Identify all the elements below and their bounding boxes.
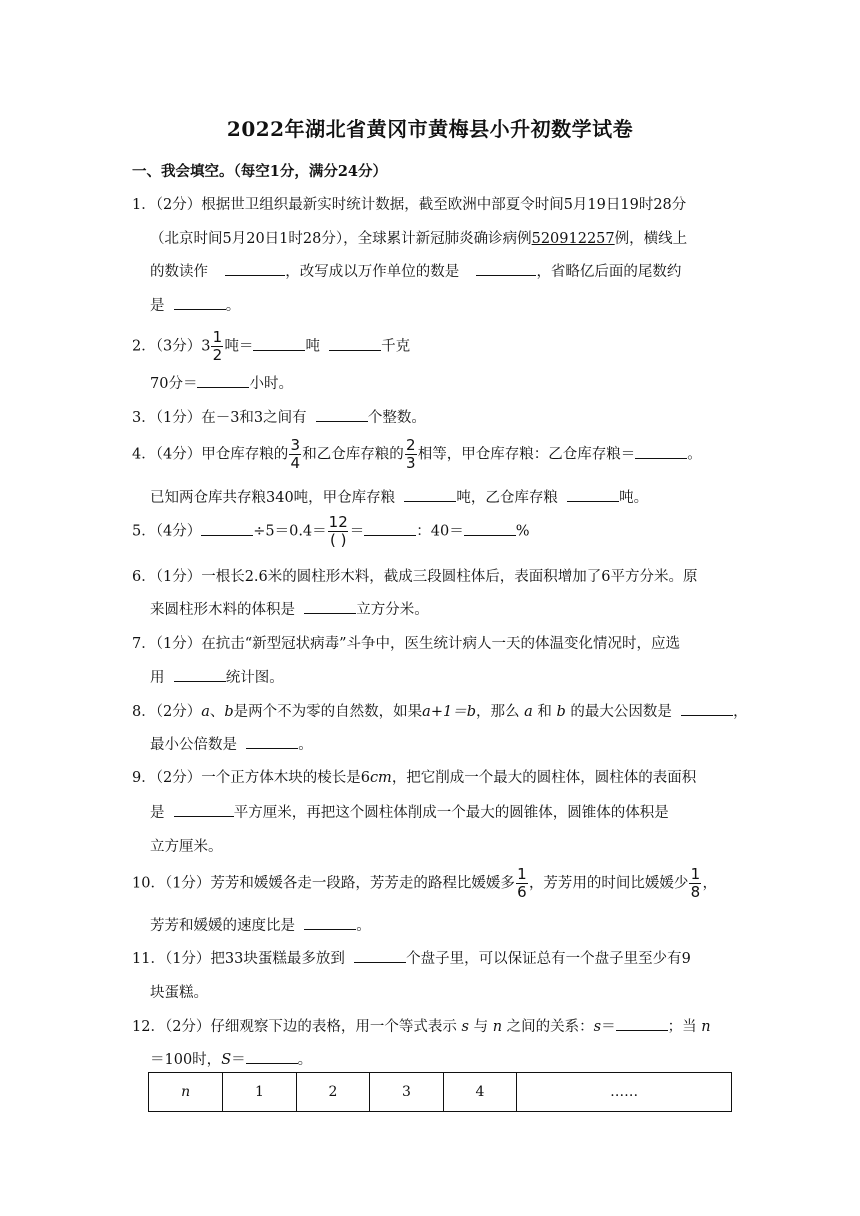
question-5	[132, 515, 529, 548]
q4-frac2-num: 2	[405, 436, 416, 454]
q12-number: 12．	[132, 1019, 165, 1035]
q10-line2	[150, 914, 371, 935]
q5-text-c: ＝	[349, 523, 365, 540]
q9-text-1b: ，把它削成一个最大的圆柱体，圆柱体的表面积	[391, 770, 697, 786]
q10-line1	[132, 867, 717, 900]
table-cell: ……	[517, 1073, 732, 1112]
q8-var-a-2: a	[524, 704, 533, 720]
q8-text-2a: 最小公倍数是	[150, 737, 237, 753]
q2-text-a: （3分）3	[155, 338, 211, 355]
q10-number: 10．	[132, 875, 165, 892]
q7-text-2b: 统计图。	[225, 670, 284, 686]
q11-number: 11．	[132, 951, 165, 967]
table-cell: 4	[443, 1073, 516, 1112]
q5-text-d: ：40＝	[416, 523, 464, 540]
q10-frac2-den: 8	[690, 883, 701, 901]
q9-number: 9．	[132, 770, 156, 786]
q1-underlined-number: 520912257	[531, 231, 615, 247]
q9-line2	[150, 801, 669, 822]
q4-text-2b: 吨，乙仓库存粮	[456, 490, 558, 506]
q8-text-2b: 。	[298, 737, 313, 753]
q1-text-2b: 例，横线上	[614, 231, 688, 247]
q1-blank-2[interactable]	[476, 263, 536, 276]
q8-var-b-2: b	[556, 704, 566, 720]
q2-text-d: 千克	[381, 338, 411, 355]
q1-blank-1[interactable]	[225, 263, 285, 276]
q12-var-n-2: n	[701, 1019, 711, 1035]
q3-text-a: （1分）在－3和3之间有	[155, 410, 307, 426]
q4-number: 4．	[132, 446, 156, 463]
q5-number: 5．	[132, 523, 156, 540]
q12-blank-1[interactable]	[616, 1018, 668, 1031]
q10-text-c: ，	[702, 875, 717, 892]
q12-line2	[150, 1048, 312, 1069]
q7-text: （1分）在抗击“新型冠状病毒”斗争中，医生统计病人一天的体温变化情况时，应选	[155, 636, 681, 652]
q8-text-f: 的最大公因数是	[570, 704, 672, 720]
q12-line1	[132, 1015, 711, 1036]
q5-text-b: ÷5＝0.4＝	[253, 523, 327, 540]
q10-frac2-num: 1	[690, 865, 701, 883]
q2-blank-1[interactable]	[253, 338, 305, 351]
q4-blank-1[interactable]	[635, 446, 687, 459]
q1-text: （2分）根据世卫组织最新实时统计数据，截至欧洲中部夏令时间5月19日19时28分	[155, 197, 687, 213]
q1-text-3c: ，省略亿后面的尾数约	[536, 264, 682, 280]
q2-blank-3[interactable]	[197, 375, 249, 388]
q5-blank-3[interactable]	[464, 523, 516, 536]
q1-text-2a: （北京时间5月20日1时28分），全球累计新冠肺炎确诊病例	[150, 231, 532, 247]
q4-text-a: （4分）甲仓库存粮的	[155, 446, 289, 463]
q6-text: （1分）一根长2.6米的圆柱形木料，截成三段圆柱体后，表面积增加了6平方分米。原	[155, 569, 698, 585]
q5-blank-1[interactable]	[201, 523, 253, 536]
q4-frac1-num: 3	[290, 436, 300, 454]
q12-text-2a: ＝100时，	[150, 1052, 222, 1068]
q1-line2	[150, 227, 687, 248]
q1-text-4a: 是	[150, 298, 165, 314]
q2-text-b: 吨＝	[224, 338, 254, 355]
q9-unit: cm	[369, 770, 392, 786]
q12-text-c: 之间的关系：	[506, 1019, 594, 1035]
q8-var-a: a	[201, 704, 210, 720]
q8-text-e: 和	[537, 704, 552, 720]
q8-blank-1[interactable]	[681, 703, 733, 716]
q3-blank-1[interactable]	[316, 409, 368, 422]
q4-frac1-den: 4	[290, 454, 300, 472]
q12-text-e: ；当	[667, 1019, 697, 1035]
q2-fraction	[211, 330, 223, 363]
q9-text-2a: 是	[150, 805, 165, 821]
q4-blank-2[interactable]	[404, 489, 456, 502]
q8-text-g: ，	[733, 704, 748, 720]
q2-blank-2[interactable]	[329, 338, 381, 351]
q8-text-c: 是两个不为零的自然数，如果	[233, 704, 423, 720]
q1-number: 1．	[132, 197, 156, 213]
q9-line3	[150, 835, 223, 856]
q11-text-a: （1分）把33块蛋糕最多放到	[164, 951, 345, 967]
q2-frac-num: 1	[212, 328, 223, 346]
q5-blank-2[interactable]	[364, 523, 416, 536]
q11-line1	[132, 947, 691, 968]
q8-blank-2[interactable]	[246, 736, 298, 749]
q10-blank-1[interactable]	[304, 917, 356, 930]
section-heading: 一、我会填空。（每空1分，满分24分）	[132, 163, 388, 180]
q3-number: 3．	[132, 410, 156, 426]
q8-number: 8．	[132, 704, 156, 720]
q1-line3	[150, 260, 681, 281]
q1-blank-3[interactable]	[174, 297, 226, 310]
q8-expression: a+1＝b	[422, 704, 476, 720]
q2-text-2a: 70分＝	[150, 376, 198, 392]
q2-line2	[150, 372, 293, 393]
q11-line2	[150, 981, 208, 1002]
q12-text-2b: ＝	[231, 1052, 246, 1068]
q1-text-3b: ，改写成以万作单位的数是	[285, 264, 460, 280]
q6-text-2b: 立方分米。	[356, 602, 429, 618]
q8-text-a: （2分）	[155, 704, 202, 720]
table-cell: 3	[370, 1073, 443, 1112]
q4-text-2c: 吨。	[619, 490, 649, 506]
q7-line2	[150, 666, 284, 687]
q1-line1	[132, 193, 686, 214]
q8-text-d: ，那么	[475, 704, 520, 720]
q1-text-4b: 。	[225, 298, 241, 314]
q12-var-s-2: s	[593, 1019, 602, 1035]
q6-text-2a: 来圆柱形木料的体积是	[150, 602, 295, 618]
q2-number: 2．	[132, 338, 156, 355]
q5-text-a: （4分）	[155, 523, 202, 540]
q8-line2	[150, 733, 313, 754]
q8-line1	[132, 700, 748, 721]
q12-var-n: n	[492, 1019, 503, 1035]
q2-text-2b: 小时。	[249, 376, 293, 392]
q10-text-2b: 。	[356, 918, 371, 934]
q8-var-b: b	[224, 704, 234, 720]
q4-fraction-2	[405, 438, 417, 471]
q4-text-d: 。	[687, 446, 702, 463]
q1-text-3a: 的数读作	[150, 264, 208, 280]
q12-text-d: ＝	[601, 1019, 616, 1035]
n-table	[148, 1072, 732, 1112]
q9-text-3: 立方厘米。	[150, 839, 223, 855]
q4-frac2-den: 3	[405, 454, 416, 472]
q7-line1	[132, 632, 680, 653]
q7-blank-1[interactable]	[174, 669, 226, 682]
q10-text-2a: 芳芳和媛媛的速度比是	[150, 918, 295, 934]
q4-text-2a: 已知两仓库共存粮340吨，甲仓库存粮	[150, 490, 396, 506]
q11-blank-1[interactable]	[354, 950, 406, 963]
q9-line1	[132, 766, 696, 787]
q12-text-a: （2分）仔细观察下边的表格，用一个等式表示	[164, 1019, 457, 1035]
q3-text-b: 个整数。	[367, 410, 426, 426]
q11-text-b: 个盘子里，可以保证总有一个盘子里至少有9	[406, 951, 691, 967]
q10-fraction-2	[689, 867, 701, 900]
q9-text-1a: （2分）一个正方体木块的棱长是6	[155, 770, 370, 786]
q2-line1	[132, 330, 410, 363]
q12-blank-2[interactable]	[246, 1051, 298, 1064]
q9-blank-1[interactable]	[174, 804, 234, 817]
q12-text-2c: 。	[297, 1052, 313, 1068]
q10-text-a: （1分）芳芳和媛媛各走一段路，芳芳走的路程比媛媛多	[164, 875, 515, 892]
q5-frac-den: ( )	[329, 531, 347, 549]
q12-text-b: 与	[473, 1019, 489, 1035]
q5-frac-num: 12	[328, 513, 348, 531]
q4-blank-3[interactable]	[567, 489, 619, 502]
question-3	[132, 406, 426, 427]
page-title: 2022年湖北省黄冈市黄梅县小升初数学试卷	[226, 117, 634, 141]
q2-frac-den: 2	[212, 346, 223, 364]
table-cell-text: n	[181, 1084, 191, 1100]
q10-text-b: ，芳芳用的时间比媛媛少	[528, 875, 689, 892]
q4-text-c: 相等，甲仓库存粮：乙仓库存粮＝	[417, 446, 636, 463]
table-row	[149, 1073, 732, 1112]
q10-frac1-num: 1	[517, 865, 527, 883]
q1-line4	[150, 294, 240, 315]
q5-fraction	[328, 515, 349, 548]
q6-number: 6．	[132, 569, 156, 585]
q7-number: 7．	[132, 636, 156, 652]
table-cell: 1	[223, 1073, 296, 1112]
q6-line1	[132, 565, 698, 586]
q7-text-2a: 用	[150, 670, 165, 686]
table-cell	[149, 1073, 223, 1112]
table-cell: 2	[296, 1073, 369, 1112]
q4-fraction-1	[289, 438, 301, 471]
q12-var-S: S	[221, 1052, 232, 1068]
q6-line2	[150, 598, 429, 619]
q2-text-c: 吨	[305, 338, 320, 355]
q4-text-b: 和乙仓库存粮的	[302, 446, 404, 463]
q11-text-2: 块蛋糕。	[150, 985, 208, 1001]
q6-blank-1[interactable]	[304, 601, 356, 614]
q8-text-b: 、	[209, 704, 225, 720]
q9-text-2b: 平方厘米，再把这个圆柱体削成一个最大的圆锥体，圆锥体的体积是	[233, 805, 669, 821]
q10-frac1-den: 6	[517, 883, 527, 901]
q12-var-s: s	[461, 1019, 469, 1035]
q10-fraction-1	[516, 867, 528, 900]
q5-text-e: %	[515, 523, 530, 540]
q4-line1	[132, 438, 702, 471]
q4-line2	[150, 486, 648, 507]
